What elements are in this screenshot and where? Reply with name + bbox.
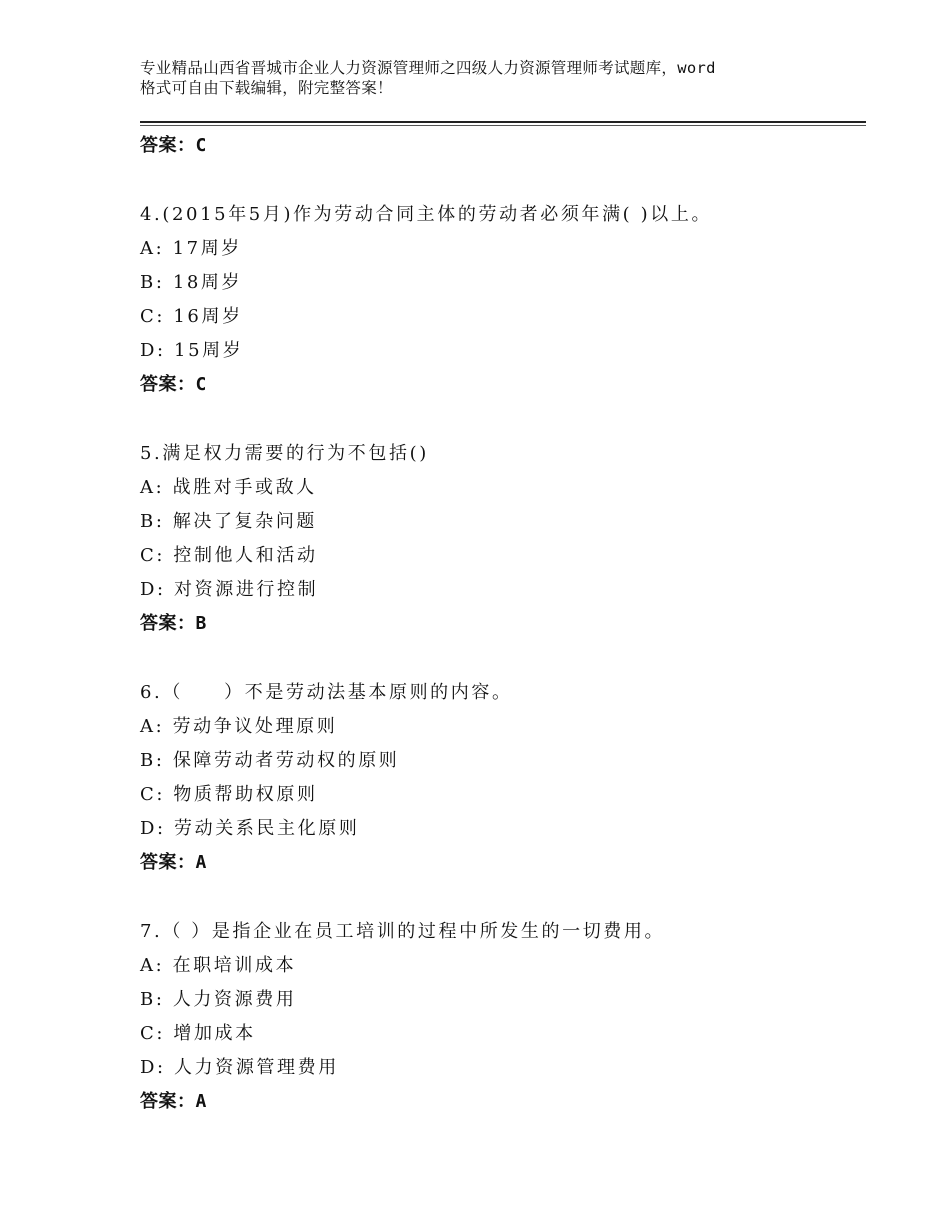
question-stem: 4.(2015年5月)作为劳动合同主体的劳动者必须年满( )以上。 xyxy=(140,204,713,225)
option-c: C: 物质帮助权原则 xyxy=(140,784,318,805)
answer-prev-question: 答案：C xyxy=(140,135,207,156)
answer: 答案：A xyxy=(140,852,207,873)
answer: 答案：C xyxy=(140,374,207,395)
option-a: A: 在职培训成本 xyxy=(140,955,297,976)
answer: 答案：A xyxy=(140,1091,207,1112)
option-d: D: 人力资源管理费用 xyxy=(140,1057,339,1078)
option-b: B: 18周岁 xyxy=(140,272,243,293)
option-a: A: 劳动争议处理原则 xyxy=(140,716,338,737)
option-c: C: 控制他人和活动 xyxy=(140,545,318,566)
question-stem: 5.满足权力需要的行为不包括() xyxy=(140,443,429,464)
document-header xyxy=(140,58,830,98)
header-rule-thick xyxy=(140,121,866,123)
option-a: A: 战胜对手或敌人 xyxy=(140,477,317,498)
option-b: B: 人力资源费用 xyxy=(140,989,297,1010)
option-b: B: 解决了复杂问题 xyxy=(140,511,318,532)
answer: 答案：B xyxy=(140,613,207,634)
option-b: B: 保障劳动者劳动权的原则 xyxy=(140,750,400,771)
option-c: C: 16周岁 xyxy=(140,306,243,327)
header-rule-thin xyxy=(140,125,866,126)
question-stem: 7.（ ）是指企业在员工培训的过程中所发生的一切费用。 xyxy=(140,921,666,942)
option-a: A: 17周岁 xyxy=(140,238,242,259)
option-d: D: 劳动关系民主化原则 xyxy=(140,818,360,839)
option-d: D: 对资源进行控制 xyxy=(140,579,319,600)
question-stem: 6.（ ）不是劳动法基本原则的内容。 xyxy=(140,682,513,703)
option-d: D: 15周岁 xyxy=(140,340,244,361)
header-line-2: 格式可自由下载编辑，附完整答案！ xyxy=(140,79,393,97)
header-line-1: 专业精品山西省晋城市企业人力资源管理师之四级人力资源管理师考试题库，word xyxy=(140,59,716,77)
option-c: C: 增加成本 xyxy=(140,1023,256,1044)
